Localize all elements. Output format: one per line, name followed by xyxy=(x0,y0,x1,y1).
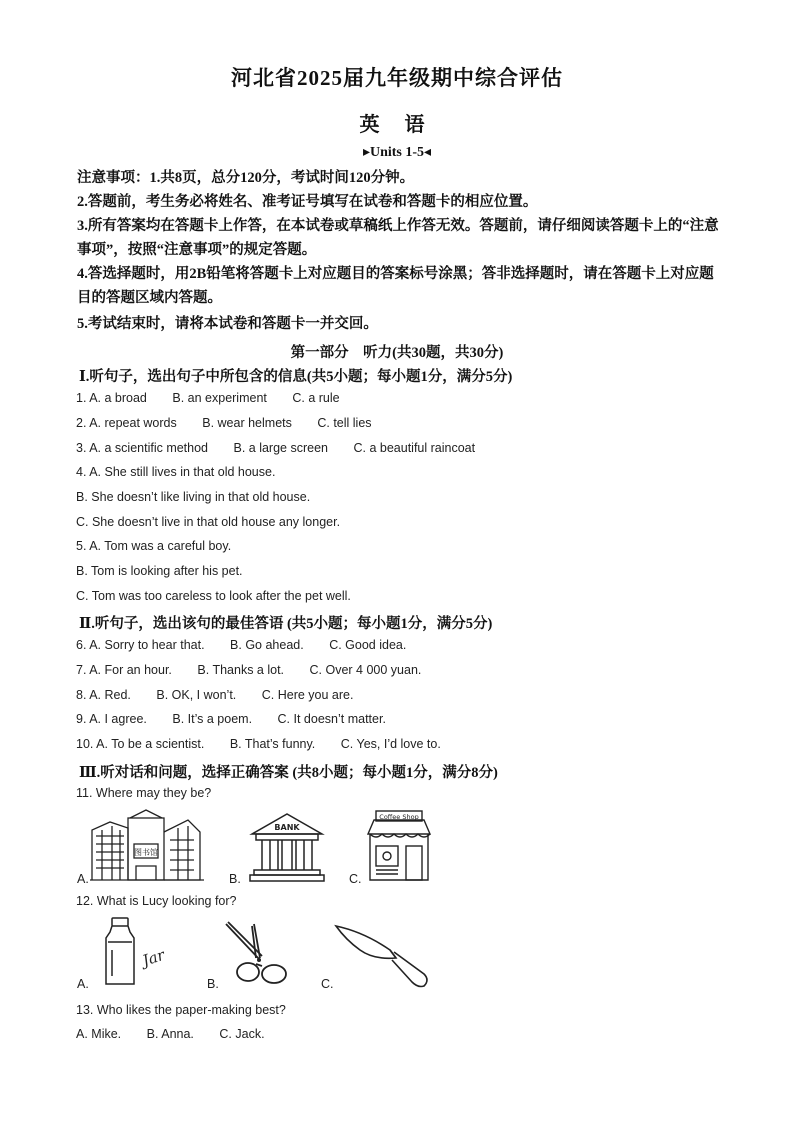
library-sign-text: 图书馆 xyxy=(134,848,158,857)
question-11: 11. Where may they be? xyxy=(76,786,212,800)
knife-image xyxy=(334,924,432,990)
q13-option-b: B. Anna. xyxy=(146,1027,194,1041)
jar-handwritten-label: Jar xyxy=(140,945,167,970)
q12-option-c-label: C. xyxy=(321,977,334,991)
q8-option-c: C. Here you are. xyxy=(261,688,354,702)
question-7 xyxy=(76,663,443,677)
q7-option-a: 7. A. For an hour. xyxy=(76,663,172,677)
q6-option-c: C. Good idea. xyxy=(329,638,407,652)
note-4: 4.答选择题时，用2B铅笔将答题卡上对应题目的答案标号涂黑；答非选择题时，请在答题卡上对应题目的答题区域内答题。 xyxy=(77,266,714,306)
q8-option-b: B. OK, I won’t. xyxy=(156,688,237,702)
q7-option-b: B. Thanks a lot. xyxy=(197,663,285,677)
q9-option-c: C. It doesn’t matter. xyxy=(277,712,386,726)
note-3: 3.所有答案均在答题卡上作答，在本试卷或草稿纸上作答无效。答题前，请仔细阅读答题卡上的“注意事项”，按照“注意事项”的规定答题。 xyxy=(77,218,719,258)
q3-option-a: 3. A. a scientific method xyxy=(76,441,209,455)
subject-title: 英 语 xyxy=(359,114,435,136)
q4-option-c: C. She doesn’t live in that old house any longer. xyxy=(76,515,341,529)
scissors-image xyxy=(222,920,294,990)
bank-building-image xyxy=(248,810,326,884)
part1-title: 第一部分 听力(共30题，共30分) xyxy=(290,345,504,361)
q9-option-a: 9. A. I agree. xyxy=(76,712,147,726)
note-1: 注意事项：1.共8页，总分120分，考试时间120分钟。 xyxy=(77,170,415,186)
section1-title: Ⅰ.听句子，选出句子中所包含的信息(共5小题；每小题1分，满分5分) xyxy=(79,369,513,385)
q13-option-c: C. Jack. xyxy=(219,1027,265,1041)
section2-title: Ⅱ.听句子，选出该句的最佳答语 (共5小题；每小题1分，满分5分) xyxy=(79,616,493,632)
q4-option-a: 4. A. She still lives in that old house. xyxy=(76,465,276,479)
q13-option-a: A. Mike. xyxy=(76,1027,122,1041)
q1-option-a: 1. A. a broad xyxy=(76,391,147,405)
note-5: 5.考试结束时，请将本试卷和答题卡一并交回。 xyxy=(77,316,378,332)
jar-image xyxy=(98,916,180,988)
q10-option-b: B. That’s funny. xyxy=(229,737,316,751)
q7-option-c: C. Over 4 000 yuan. xyxy=(309,663,422,677)
q12-option-b-label: B. xyxy=(207,977,219,991)
q4-option-b: B. She doesn’t like living in that old house. xyxy=(76,490,311,504)
exam-title: 河北省2025届九年级期中综合评估 xyxy=(231,66,563,90)
question-1 xyxy=(76,391,362,405)
question-13-options xyxy=(76,1027,287,1041)
question-8 xyxy=(76,688,375,702)
question-10 xyxy=(76,737,463,751)
q10-option-c: C. Yes, I’d love to. xyxy=(340,737,441,751)
question-3 xyxy=(76,441,497,455)
q11-option-b-label: B. xyxy=(229,872,241,886)
library-building-image xyxy=(88,808,206,884)
units-range: ▸Units 1-5◂ xyxy=(362,145,432,160)
q10-option-a: 10. A. To be a scientist. xyxy=(76,737,205,751)
q6-option-b: B. Go ahead. xyxy=(230,638,304,652)
question-2 xyxy=(76,416,394,430)
question-12: 12. What is Lucy looking for? xyxy=(76,894,237,908)
q1-option-b: B. an experiment xyxy=(172,391,267,405)
note-2: 2.答题前，考生务必将姓名、准考证号填写在试卷和答题卡的相应位置。 xyxy=(77,194,538,210)
q5-option-c: C. Tom was too careless to look after the pet well. xyxy=(76,589,351,603)
q11-option-a-label: A. xyxy=(77,872,89,886)
q5-option-a: 5. A. Tom was a careful boy. xyxy=(76,539,232,553)
q1-option-c: C. a rule xyxy=(292,391,340,405)
q3-option-c: C. a beautiful raincoat xyxy=(353,441,476,455)
q3-option-b: B. a large screen xyxy=(233,441,328,455)
q12-option-a-label: A. xyxy=(77,977,89,991)
question-9 xyxy=(76,712,408,726)
q6-option-a: 6. A. Sorry to hear that. xyxy=(76,638,205,652)
section3-title: Ⅲ.听对话和问题，选择正确答案 (共8小题；每小题1分，满分8分) xyxy=(79,765,498,781)
bank-sign-text: BANK xyxy=(274,823,300,832)
coffee-shop-sign-text: Coffee Shop xyxy=(379,813,419,821)
q11-option-c-label: C. xyxy=(349,872,362,886)
coffee-shop-image xyxy=(366,808,432,884)
q5-option-b: B. Tom is looking after his pet. xyxy=(76,564,243,578)
q2-option-c: C. tell lies xyxy=(317,416,372,430)
question-6 xyxy=(76,638,428,652)
q2-option-b: B. wear helmets xyxy=(202,416,292,430)
q9-option-b: B. It’s a poem. xyxy=(172,712,253,726)
q2-option-a: 2. A. repeat words xyxy=(76,416,177,430)
question-13: 13. Who likes the paper-making best? xyxy=(76,1003,286,1017)
q8-option-a: 8. A. Red. xyxy=(76,688,131,702)
